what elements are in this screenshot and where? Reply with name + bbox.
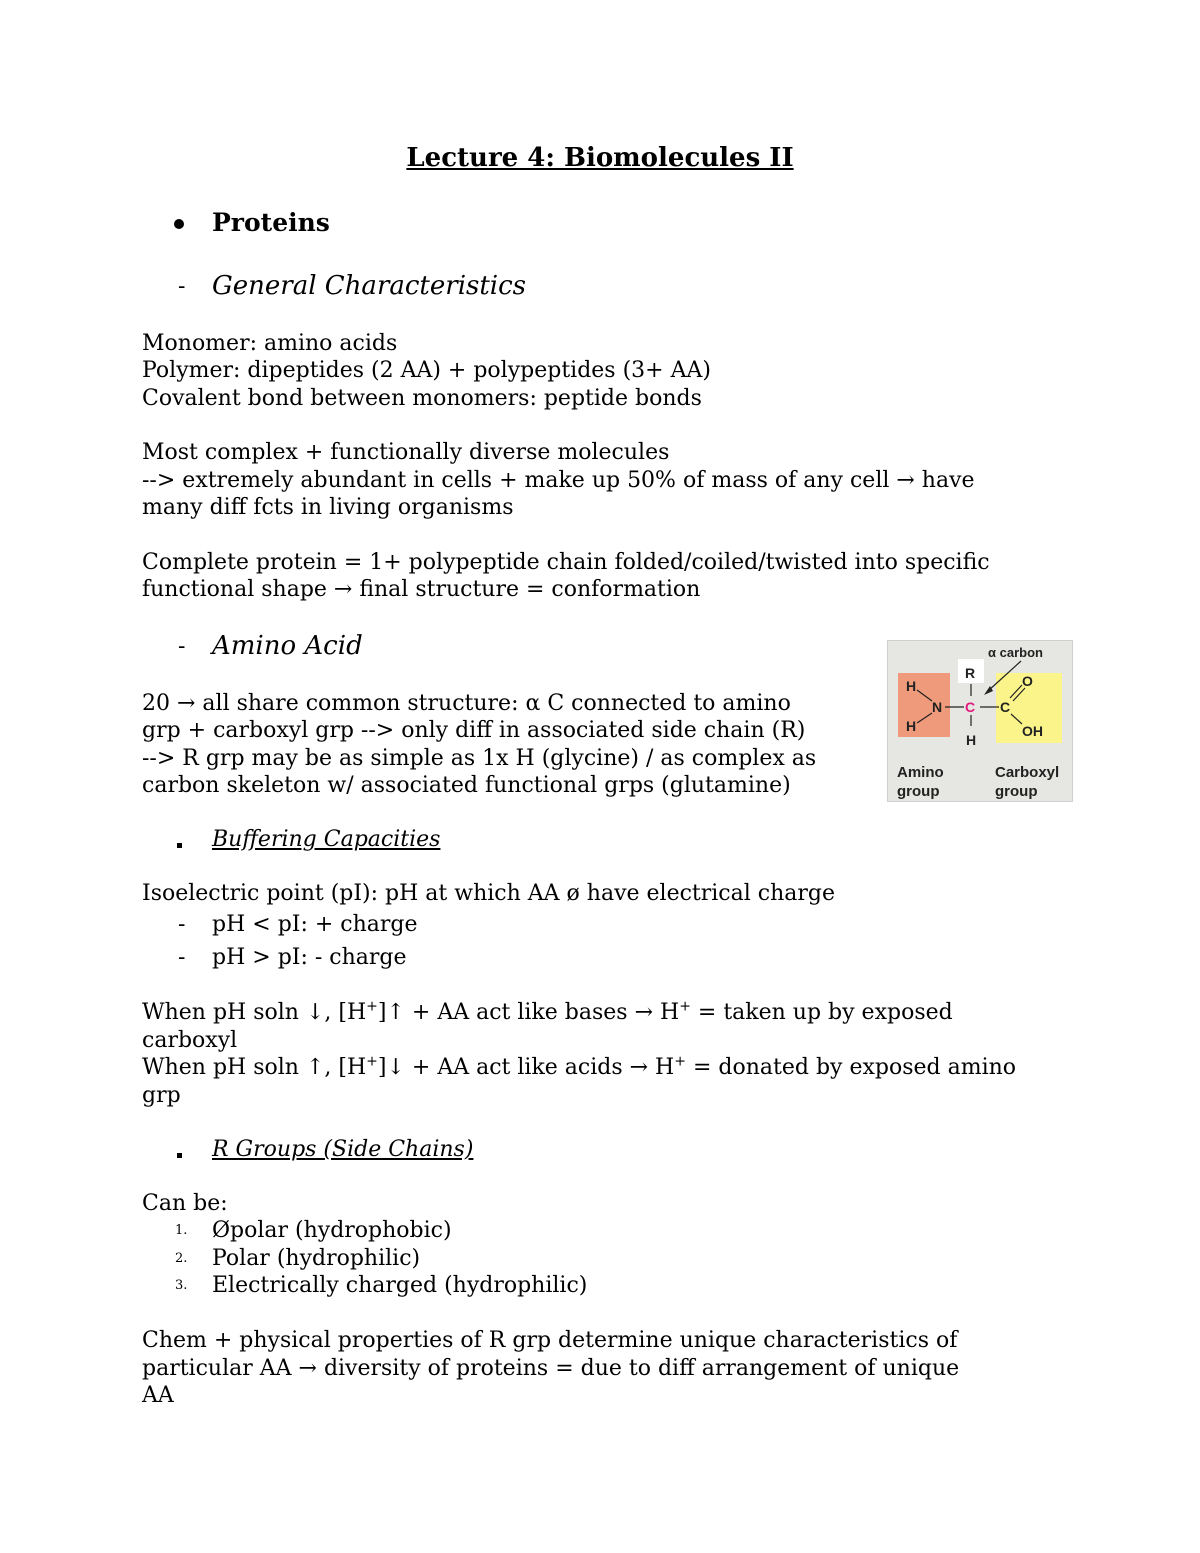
chem-line-2: particular AA → diversity of proteins = due to diff arrangement of unique (142, 1356, 960, 1381)
carboxyl-group-label-1: Carboxyl (995, 764, 1060, 781)
c2-label: C (1000, 699, 1011, 715)
r-label: R (965, 665, 976, 681)
dash-marker: - (178, 274, 186, 299)
amino-group-label-2: group (897, 783, 940, 800)
subheading-amino-acid: Amino Acid (212, 631, 363, 661)
when-increase-line-cont: grp (142, 1083, 181, 1108)
bullet-icon (177, 1153, 182, 1158)
list-number: 1. (175, 1223, 188, 1238)
complex-line-1: Most complex + functionally diverse molecules (142, 440, 670, 465)
when-increase-line: When pH soln ↑, [H+]↓ + AA act like acids → H+ = donated by exposed amino (142, 1053, 1017, 1080)
amino-line-2: grp + carboxyl grp --> only diff in associated side chain (R) (142, 718, 806, 743)
list-item-text: Electrically charged (hydrophilic) (212, 1273, 588, 1298)
polymer-line: Polymer: dipeptides (2 AA) + polypeptides (3+ AA) (142, 358, 711, 383)
list-item-text: Polar (hydrophilic) (212, 1246, 421, 1271)
h-bottom-label: H (966, 732, 977, 748)
section-heading-proteins: Proteins (212, 208, 330, 237)
n-label: N (932, 699, 943, 715)
complex-line-3: many diff fcts in living organisms (142, 495, 514, 520)
h1-label: H (906, 678, 917, 694)
list-item (0, 1217, 1200, 1245)
amino-line-3: --> R grp may be as simple as 1x H (glycine) / as complex as (142, 746, 817, 771)
complete-line-2: functional shape → final structure = conformation (142, 577, 701, 602)
alpha-c-label: C (965, 699, 976, 715)
alpha-carbon-label: α carbon (988, 645, 1043, 660)
subheading-buffering: Buffering Capacities (212, 827, 441, 852)
list-item (0, 1272, 1200, 1300)
when-decrease-line: When pH soln ↓, [H+]↑ + AA act like bases → H+ = taken up by exposed (142, 998, 953, 1025)
amino-group-label-1: Amino (897, 764, 944, 781)
complete-line-1: Complete protein = 1+ polypeptide chain folded/coiled/twisted into specific (142, 550, 990, 575)
oh-label: OH (1022, 723, 1043, 739)
when-decrease-line-cont: carboxyl (142, 1028, 238, 1053)
dash-marker: - (178, 912, 186, 937)
chem-line-3: AA (142, 1383, 174, 1408)
subheading-general: General Characteristics (212, 271, 527, 301)
bullet-icon (177, 843, 182, 848)
isoelectric-line: Isoelectric point (pI): pH at which AA ø have electrical charge (142, 881, 835, 906)
dash-marker: - (178, 945, 186, 970)
dash-marker: - (178, 634, 186, 659)
complex-line-2: --> extremely abundant in cells + make up 50% of mass of any cell → have (142, 468, 975, 493)
subheading-r-groups: R Groups (Side Chains) (212, 1137, 474, 1162)
page-title: Lecture 4: Biomolecules II (406, 143, 794, 173)
can-be-line: Can be: (142, 1191, 228, 1216)
h2-label: H (906, 718, 917, 734)
carboxyl-group-label-2: group (995, 783, 1038, 800)
ph-lt-line: pH < pI: + charge (212, 912, 418, 937)
amino-acid-structure-figure (887, 640, 1073, 802)
o-label: O (1022, 673, 1033, 689)
monomer-line: Monomer: amino acids (142, 331, 398, 356)
list-number: 3. (175, 1278, 188, 1293)
amino-line-4: carbon skeleton w/ associated functional grps (glutamine) (142, 773, 791, 798)
bullet-icon (174, 219, 184, 229)
amino-line-1: 20 → all share common structure: α C connected to amino (142, 691, 791, 716)
covalent-line: Covalent bond between monomers: peptide bonds (142, 386, 702, 411)
ph-gt-line: pH > pI: - charge (212, 945, 407, 970)
list-item-text: Øpolar (hydrophobic) (212, 1218, 452, 1243)
list-number: 2. (175, 1251, 188, 1266)
chem-line-1: Chem + physical properties of R grp determine unique characteristics of (142, 1328, 958, 1353)
list-item (0, 1245, 1200, 1273)
